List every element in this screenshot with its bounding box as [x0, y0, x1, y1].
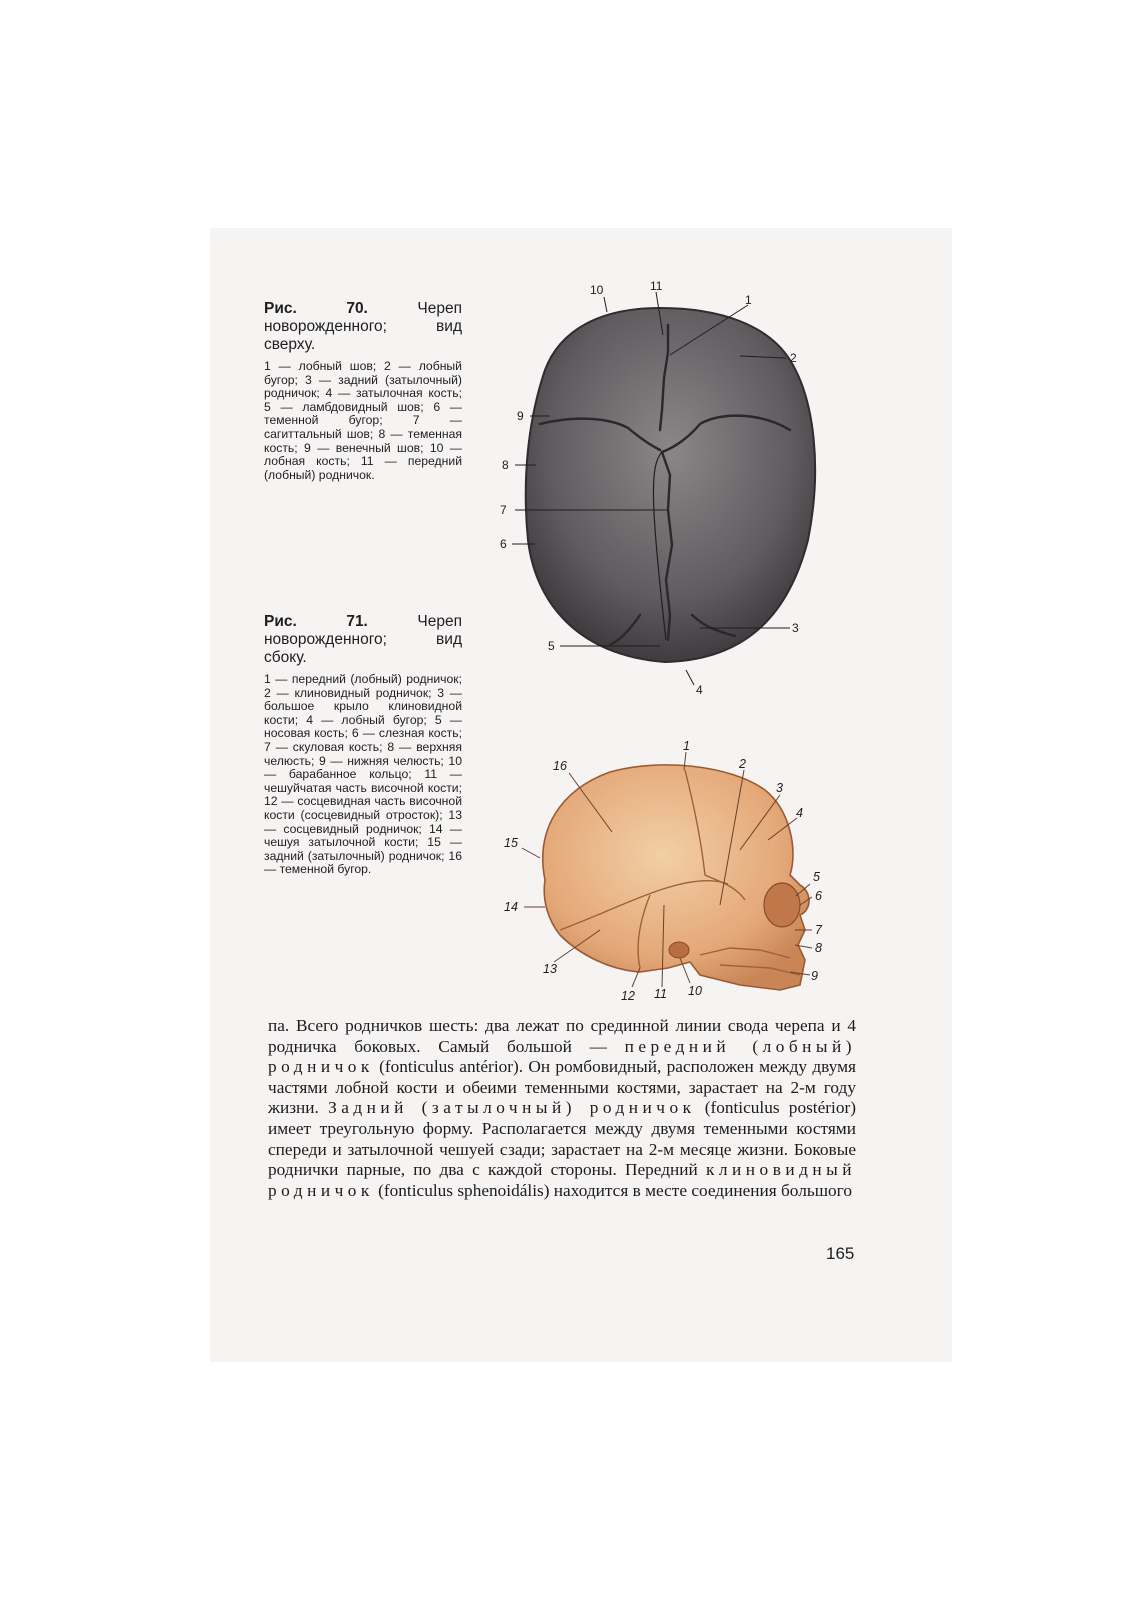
fig71-legend: 1 — передний (лобный) родничок; 2 — клиновидный родничок; 3 — большое крыло клиновидной кости; 4 — лобный бугор; 5 — носовая кость; 6 — слезная кость; 7 — скуловая кость; 8 — верхняя челюсть; 9 — нижняя челюсть; 10 — барабанное кольцо; 11 — чешуйчатая часть височной кости; 12 — сосцевидная часть височной кости (сосцевидный отросток); 13 — сосцевидный родничок; 14 — чешуя затылочной кости; 15 — задний (затылочный) родничок; 16 — теменной бугор. — [264, 672, 462, 877]
fig70-marker-11: 11 — [650, 280, 663, 293]
fig71-title: Череп новорожденного; вид сбоку. — [264, 613, 462, 666]
fig70-marker-2: 2 — [790, 351, 797, 365]
fig71-marker-4: 4 — [796, 806, 803, 820]
fig71-marker-8: 8 — [815, 941, 822, 955]
fig70-marker-10: 10 — [590, 283, 604, 297]
fig70-marker-4: 4 — [696, 683, 703, 697]
fig70-caption — [264, 300, 462, 482]
fig70-marker-9: 9 — [517, 409, 524, 423]
fig70-label: Рис. 70. — [264, 300, 368, 317]
fig71-marker-3: 3 — [776, 781, 783, 795]
fig71-marker-12: 12 — [621, 989, 635, 1003]
fig70-skull-top-view — [490, 280, 830, 700]
fig71-marker-13: 13 — [543, 962, 557, 976]
page-number: 165 — [826, 1244, 855, 1263]
fig70-marker-8: 8 — [502, 458, 509, 472]
fig71-marker-1: 1 — [683, 739, 690, 753]
term-anterior-fontanelle: передний (лобный) родничок — [268, 1036, 856, 1077]
fig70-marker-6: 6 — [500, 537, 507, 551]
fig71-marker-14: 14 — [504, 900, 518, 914]
fig71-marker-11: 11 — [654, 987, 667, 1001]
fig71-marker-5: 5 — [813, 870, 820, 884]
body-paragraph: па. Всего родничков шесть: два лежат по срединной линии свода черепа и 4 родничка боковых. Самый большой — передний (лобный) родничок (fonticulus antérior). Он ромбовидный, расположен между двумя частями лобной кости и обеими теменными костями, зарастает на 2-м году жизни. Задний (затылочный) родничок (fonticulus postérior) имеет треугольную форму. Располагается между двумя теменными костями спереди и затылочной чешуей сзади; зарастает на 2-м месяце жизни. Боковые роднички парные, по два с каждой стороны. Передний клиновидный родничок (fonticulus sphenoidális) находится в месте соединения большого — [268, 1016, 856, 1200]
fig71-caption — [264, 613, 462, 877]
fig71-marker-2: 2 — [739, 757, 746, 771]
fig71-marker-6: 6 — [815, 889, 822, 903]
fig71-skull-side-view — [495, 735, 835, 1005]
fig70-marker-1: 1 — [745, 293, 752, 307]
fig70-marker-5: 5 — [548, 639, 555, 653]
fig70-title: Череп новорожденного; вид сверху. — [264, 300, 462, 353]
fig71-marker-10: 10 — [688, 984, 702, 998]
fig71-marker-7: 7 — [815, 923, 822, 937]
fig70-legend: 1 — лобный шов; 2 — лобный бугор; 3 — задний (затылочный) родничок; 4 — затылочная кость; 5 — ламбдовидный шов; 6 — теменной бугор; 7 — сагиттальный шов; 8 — теменная кость; 9 — венечный шов; 10 — лобная кость; 11 — передний (лобный) родничок. — [264, 359, 462, 482]
term-sphenoid-fontanelle: клиновидный родничок — [268, 1160, 856, 1200]
fig71-marker-16: 16 — [553, 759, 567, 773]
fig70-marker-3: 3 — [792, 621, 799, 635]
fig70-marker-7: 7 — [500, 503, 507, 517]
fig71-marker-15: 15 — [504, 836, 518, 850]
fig71-marker-9: 9 — [811, 969, 818, 983]
term-posterior-fontanelle: Задний (затылочный) родничок — [328, 1098, 696, 1118]
fig71-label: Рис. 71. — [264, 613, 368, 630]
